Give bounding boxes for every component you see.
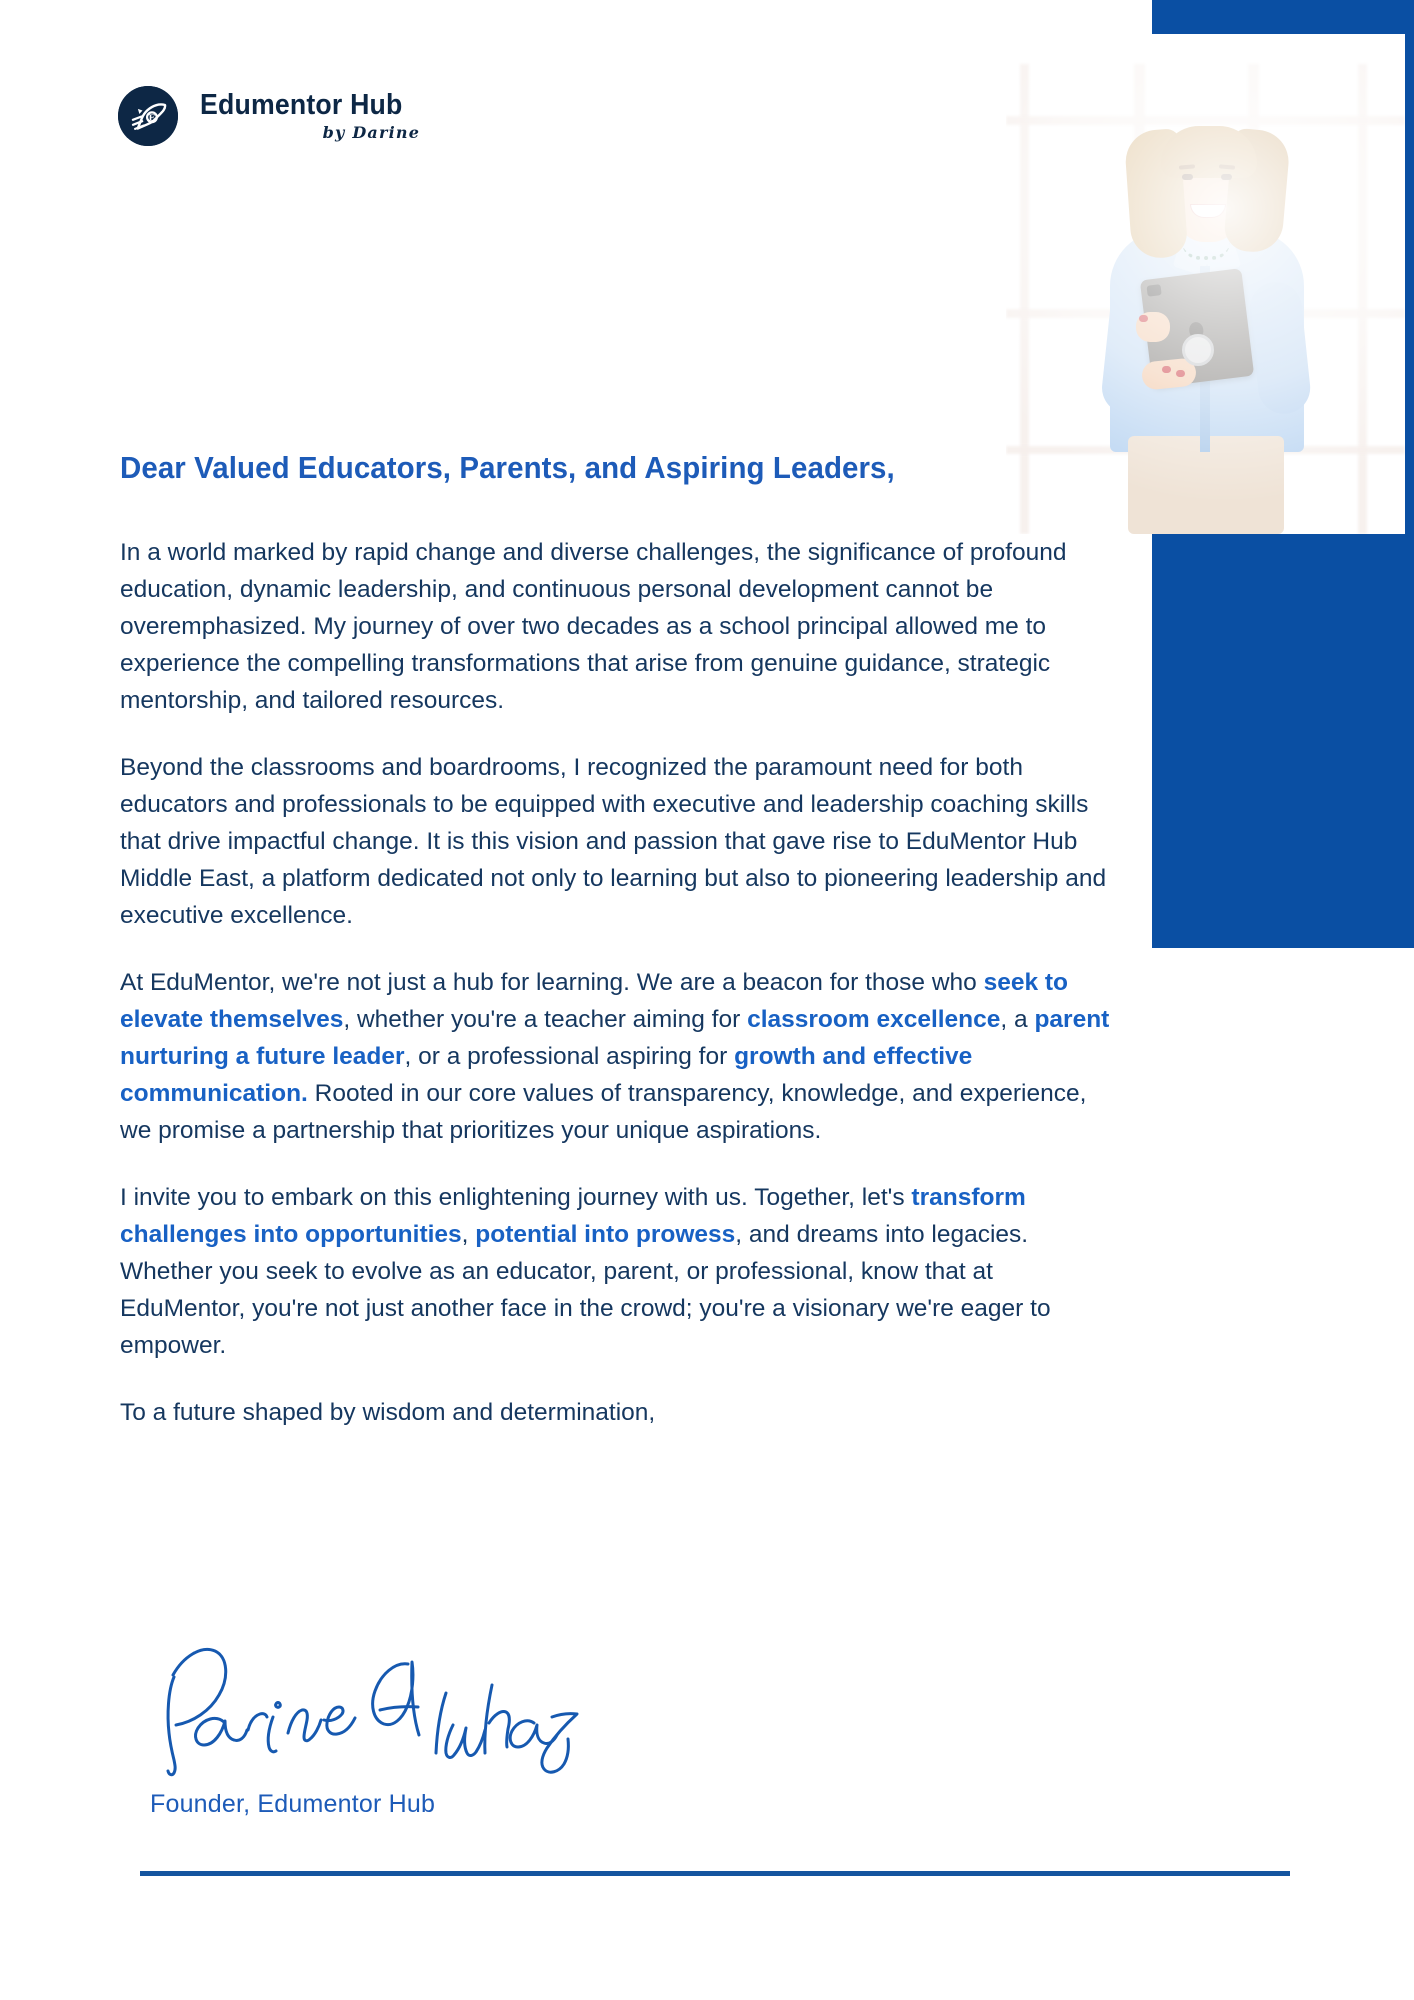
brand-wordmark: [200, 91, 420, 141]
brand-tagline: by Darine: [322, 123, 421, 142]
letter-paragraph: [120, 1394, 1120, 1431]
text-run: , or a professional aspiring for: [404, 1043, 735, 1070]
text-run: ,: [461, 1221, 476, 1248]
brand-name: Edumentor Hub: [200, 89, 403, 121]
highlight-phrase: growth and effective communication.: [120, 1043, 973, 1107]
footer-divider: [140, 1871, 1290, 1876]
highlight-phrase: potential into prowess: [475, 1221, 736, 1248]
svg-text:E: E: [148, 113, 156, 124]
signature-title: Founder, Edumentor Hub: [150, 1790, 436, 1818]
text-run: , whether you're a teacher aiming for: [343, 1006, 748, 1033]
highlight-phrase: parent nurturing a future leader: [120, 1006, 1110, 1070]
text-run: At EduMentor, we're not just a hub for learning. We are a beacon for those who: [120, 969, 984, 996]
text-run: , a: [1000, 1006, 1035, 1033]
highlight-phrase: transform challenges into opportunities: [120, 1184, 1026, 1248]
text-run: I invite you to embark on this enlightening journey with us. Together, let's: [120, 1184, 912, 1211]
letter-paragraph: [120, 534, 1120, 719]
letter-paragraph: [120, 964, 1120, 1149]
highlight-phrase: seek to elevate themselves: [120, 969, 1069, 1033]
paragraph-list: [120, 534, 1120, 1431]
letter-body: [120, 450, 1120, 1461]
brand-logo: [118, 86, 420, 146]
text-run: Beyond the classrooms and boardrooms, I recognized the paramount need for both educators and professionals to be equipped with executive and leadership coaching skills that drive impactful change. It is this vision and passion that gave rise to EduMentor Hub Middle East, a platform dedicated not only to learning but also to pioneering leadership and executive excellence.: [120, 754, 1107, 929]
text-run: To a future shaped by wisdom and determination,: [120, 1399, 656, 1426]
signature-mark: [140, 1625, 610, 1785]
blue-accent-block-top: [1152, 0, 1414, 34]
letter-paragraph: [120, 1179, 1120, 1364]
text-run: In a world marked by rapid change and diverse challenges, the significance of profound education, dynamic leadership, and continuous personal development cannot be overemphasized. My journey of over two decades as a school principal allowed me to experience the compelling transformations that arise from genuine guidance, strategic mentorship, and tailored resources.: [120, 539, 1067, 714]
letter-paragraph: [120, 749, 1120, 934]
text-run: Rooted in our core values of transparency, knowledge, and experience, we promise a partnership that prioritizes your unique aspirations.: [120, 1080, 1087, 1144]
rocket-badge-icon: [118, 86, 178, 146]
text-run: , and dreams into legacies. Whether you seek to evolve as an educator, parent, or professional, know that at EduMentor, you're not just another face in the crowd; you're a visionary we're eager to empower.: [120, 1221, 1051, 1359]
highlight-phrase: classroom excellence: [747, 1006, 1001, 1033]
salutation: Dear Valued Educators, Parents, and Aspiring Leaders,: [120, 450, 895, 485]
